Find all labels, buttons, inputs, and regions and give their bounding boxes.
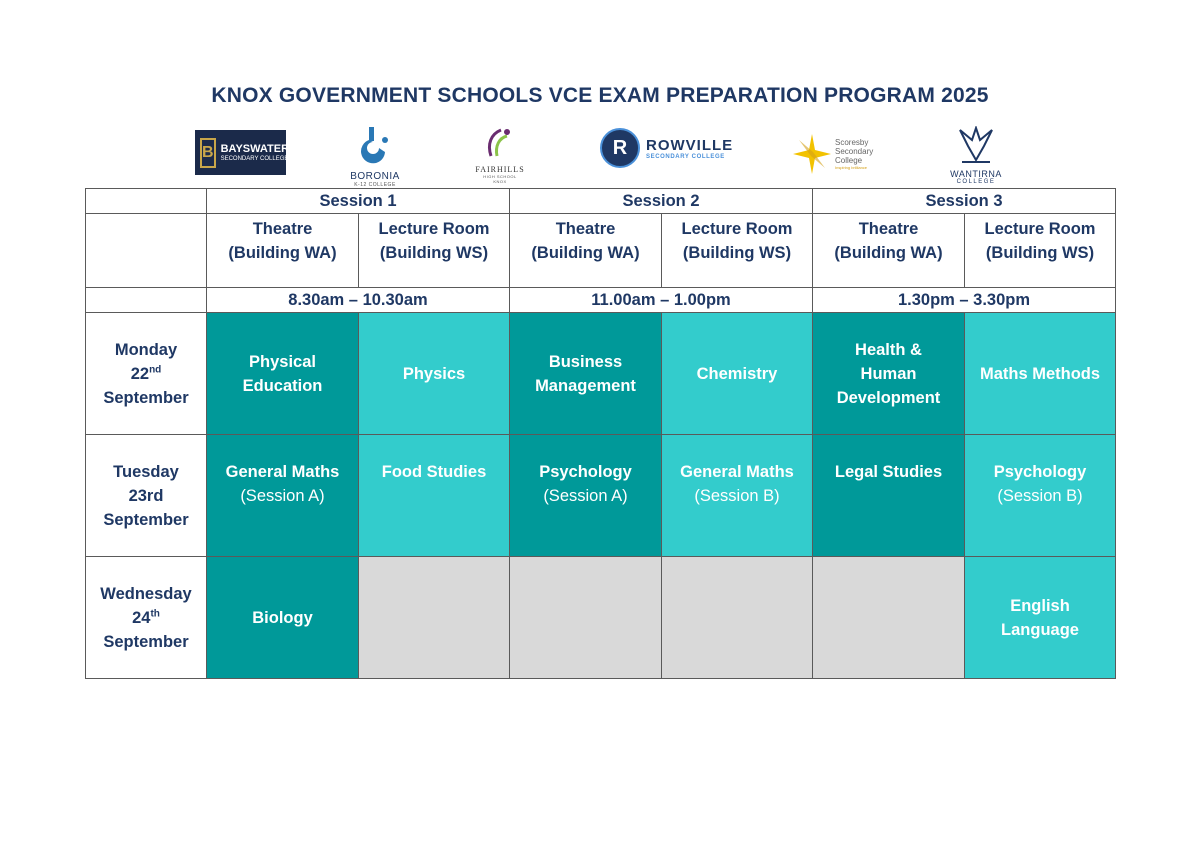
room-building: (Building WS) — [985, 244, 1095, 262]
rowville-name: ROWVILLE — [646, 136, 734, 154]
session-3-header: Session 3 — [813, 189, 1116, 214]
room-building: (Building WS) — [682, 244, 792, 262]
scoresby-name1: Scoresby — [835, 138, 869, 147]
corner-cell — [86, 189, 207, 214]
room-header-theatre — [207, 214, 359, 288]
fairhills-name: FAIRHILLS — [475, 165, 525, 174]
corner-cell — [86, 214, 207, 288]
fairhills-emblem-icon — [483, 126, 517, 160]
fairhills-logo — [468, 126, 532, 188]
subject-session: (Session A) — [543, 487, 628, 505]
day-row-monday — [86, 313, 1116, 435]
weekday: Wednesday — [100, 584, 192, 603]
rowville-logo — [600, 127, 740, 169]
subject-name: Management — [535, 376, 636, 395]
subject-name: Physical — [249, 352, 316, 371]
exam-timetable — [85, 188, 1116, 679]
subject-name: Language — [1001, 620, 1079, 639]
subject-name: Physics — [402, 364, 466, 383]
subject-name: Psychology — [539, 463, 632, 481]
subject-name: Psychology — [993, 463, 1087, 481]
room-name: Theatre — [555, 220, 616, 238]
room-building: (Building WA) — [531, 244, 640, 262]
session-1-time: 8.30am – 10.30am — [207, 288, 510, 313]
weekday: Tuesday — [113, 462, 179, 481]
room-header-lecture — [359, 214, 510, 288]
room-header-row — [86, 214, 1116, 288]
room-name: Lecture Room — [378, 220, 490, 238]
subject-name: Chemistry — [696, 364, 778, 383]
room-name: Lecture Room — [681, 220, 793, 238]
room-name: Lecture Room — [984, 220, 1096, 238]
subject-name: Legal Studies — [834, 463, 943, 481]
subject-name: Biology — [252, 608, 313, 627]
rowville-mark: R — [600, 128, 640, 168]
subject-name: Education — [242, 376, 323, 395]
day-row-wednesday — [86, 557, 1116, 679]
session-2-time: 11.00am – 1.00pm — [510, 288, 813, 313]
date: 23rd — [128, 486, 164, 505]
subject-session: (Session B) — [997, 487, 1083, 505]
day-row-tuesday — [86, 435, 1116, 557]
wantirna-name: WANTIRNA — [950, 169, 1002, 179]
exam-cell — [207, 313, 359, 435]
boronia-logo — [340, 126, 410, 190]
bayswater-mark: B — [200, 138, 216, 168]
subject-name: Maths Methods — [979, 364, 1101, 383]
exam-cell — [965, 557, 1116, 679]
exam-cell — [965, 435, 1116, 557]
bayswater-name: BAYSWATER — [220, 142, 290, 155]
empty-cell — [359, 557, 510, 679]
empty-cell — [662, 557, 813, 679]
scoresby-name3: College — [835, 156, 863, 165]
scoresby-name2: Secondary — [835, 147, 874, 156]
subject-name: Health & — [855, 340, 922, 359]
exam-cell — [359, 435, 510, 557]
room-building: (Building WS) — [379, 244, 489, 262]
star-burst-icon — [793, 134, 831, 174]
exam-cell — [207, 557, 359, 679]
date-suffix: th — [150, 608, 160, 619]
room-name: Theatre — [252, 220, 313, 238]
session-2-header: Session 2 — [510, 189, 813, 214]
month: September — [103, 632, 189, 651]
session-1-header: Session 1 — [207, 189, 510, 214]
date-suffix: nd — [149, 364, 162, 375]
time-row — [86, 288, 1116, 313]
corner-cell — [86, 288, 207, 313]
month: September — [103, 510, 189, 529]
fairhills-sub: HIGH SCHOOL — [483, 174, 517, 179]
scoresby-logo — [793, 132, 888, 176]
room-header-lecture — [965, 214, 1116, 288]
room-header-theatre — [510, 214, 662, 288]
subject-name: Development — [836, 388, 941, 407]
day-label — [86, 313, 207, 435]
subject-name: English — [1010, 596, 1070, 615]
subject-name: General Maths — [225, 463, 340, 481]
exam-cell — [813, 435, 965, 557]
scoresby-tagline: Inspiring brilliance — [835, 165, 868, 170]
room-header-theatre — [813, 214, 965, 288]
bayswater-sub: SECONDARY COLLEGE — [220, 155, 289, 162]
exam-cell — [510, 313, 662, 435]
date: 24 — [132, 608, 151, 627]
exam-cell — [813, 313, 965, 435]
month: September — [103, 388, 189, 407]
room-building: (Building WA) — [834, 244, 943, 262]
date: 22 — [130, 364, 150, 383]
day-label — [86, 435, 207, 557]
fairhills-sub2: KNOX — [493, 179, 507, 184]
exam-cell — [965, 313, 1116, 435]
boronia-name: BORONIA — [350, 171, 400, 182]
exam-cell — [662, 435, 813, 557]
empty-cell — [813, 557, 965, 679]
bayswater-logo — [195, 130, 290, 175]
rowville-sub: SECONDARY COLLEGE — [646, 153, 725, 160]
session-header-row — [86, 189, 1116, 214]
subject-session: (Session B) — [694, 487, 780, 505]
room-name: Theatre — [858, 220, 919, 238]
boronia-emblem-icon — [355, 126, 395, 166]
exam-cell — [510, 435, 662, 557]
subject-name: General Maths — [680, 463, 794, 481]
session-3-time: 1.30pm – 3.30pm — [813, 288, 1116, 313]
bird-emblem-icon — [956, 126, 996, 164]
empty-cell — [510, 557, 662, 679]
subject-name: Food Studies — [381, 463, 487, 481]
wantirna-sub: COLLEGE — [956, 179, 996, 185]
page-title: KNOX GOVERNMENT SCHOOLS VCE EXAM PREPARATION PROGRAM 2025 — [211, 84, 989, 107]
boronia-sub: K-12 COLLEGE — [354, 182, 396, 188]
room-header-lecture — [662, 214, 813, 288]
day-label — [86, 557, 207, 679]
room-building: (Building WA) — [228, 244, 337, 262]
exam-cell — [662, 313, 813, 435]
wantirna-logo — [943, 126, 1009, 186]
weekday: Monday — [114, 340, 178, 359]
exam-cell — [207, 435, 359, 557]
subject-name: Business — [548, 352, 623, 371]
subject-name: Human — [860, 364, 917, 383]
exam-cell — [359, 313, 510, 435]
subject-session: (Session A) — [240, 487, 325, 505]
